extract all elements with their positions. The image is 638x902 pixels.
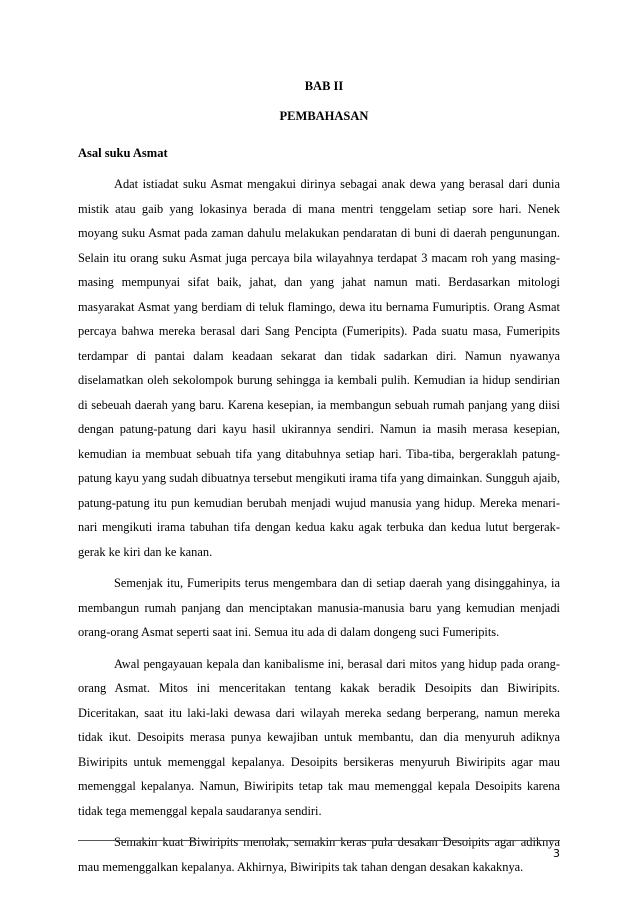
chapter-title: BAB II	[304, 79, 344, 93]
page-number: 3	[553, 847, 560, 860]
section-heading: Asal suku Asmat	[78, 146, 168, 160]
paragraph: Adat istiadat suku Asmat mengakui dirinya sebagai anak dewa yang berasal dari dunia mistik atau gaib yang lokasinya berada di mana mentri tenggelam setiap sore hari. Nenek moyang suku Asmat pada zaman dahulu melakukan pendaratan di buni di daerah pengunungan. Selain itu orang suku Asmat juga percaya bila wilayahnya terdapat 3 macam roh yang masing-masing mempunyai sifat baik, jahat, dan yang jahat namun mati. Berdasarkan mitologi masyarakat Asmat yang berdiam di teluk flamingo, dewa itu bernama Fumuriptis. Orang Asmat percaya bahwa mereka berasal dari Sang Pencipta (Fumeripits). Pada suatu masa, Fumeripits terdampar di pantai dalam keadaan sekarat dan tidak sadarkan diri. Namun nyawanya diselamatkan oleh sekolompok burung sehingga ia kembali pulih. Kemudian ia hidup sendirian di sebeuah daerah yang baru. Karena kesepian, ia membangun sebuah rumah panjang yang diisi dengan patung-patung dari kayu hasil ukirannya sendiri. Namun ia masih merasa kesepian, kemudian ia membuat sebuah tifa yang ditabuhnya setiap hari. Tiba-tiba, bergeraklah patung-patung kayu yang sudah dibuatnya tersebut mengikuti irama tifa yang dimainkan. Sungguh ajaib, patung-patung itu pun kemudian berubah menjadi wujud manusia yang hidup. Mereka menari-nari mengikuti irama tabuhan tifa dengan kedua kaku agak terbuka dan kedua lutut bergerak-gerak ke kiri dan ke kanan.	[78, 177, 560, 559]
paragraph: Semenjak itu, Fumeripits terus mengembara dan di setiap daerah yang disinggahinya, ia membangun rumah panjang dan menciptakan manusia-manusia baru yang kemudian menjadi orang-orang Asmat seperti saat ini. Semua itu ada di dalam dongeng suci Fumeripits.	[78, 576, 560, 639]
chapter-subtitle: PEMBAHASAN	[279, 109, 369, 123]
body-text	[78, 172, 560, 886]
footer-divider	[78, 840, 560, 841]
paragraph: Semakin kuat Biwiripits menolak, semakin keras pula desakan Desoipits agar adiknya mau memenggalkan kepalanya. Akhirnya, Biwiripits tak tahan dengan desakan kakaknya.	[78, 835, 560, 874]
paragraph: Awal pengayauan kepala dan kanibalisme ini, berasal dari mitos yang hidup pada orang-orang Asmat. Mitos ini menceritakan tentang kakak beradik Desoipits dan Biwiripits. Diceritakan, saat itu laki-laki dewasa dari wilayah mereka sedang berperang, namun mereka tidak ikut. Desoipits merasa punya kewajiban untuk membantu, dan dia menyuruh adiknya Biwiripits untuk memenggal kepalanya. Desoipits bersikeras menyuruh Biwiripits agar mau memenggal kepalanya. Namun, Biwiripits tetap tak mau memenggal kepala Desoipits karena tidak tega memenggal kepala saudaranya sendiri.	[78, 656, 560, 818]
